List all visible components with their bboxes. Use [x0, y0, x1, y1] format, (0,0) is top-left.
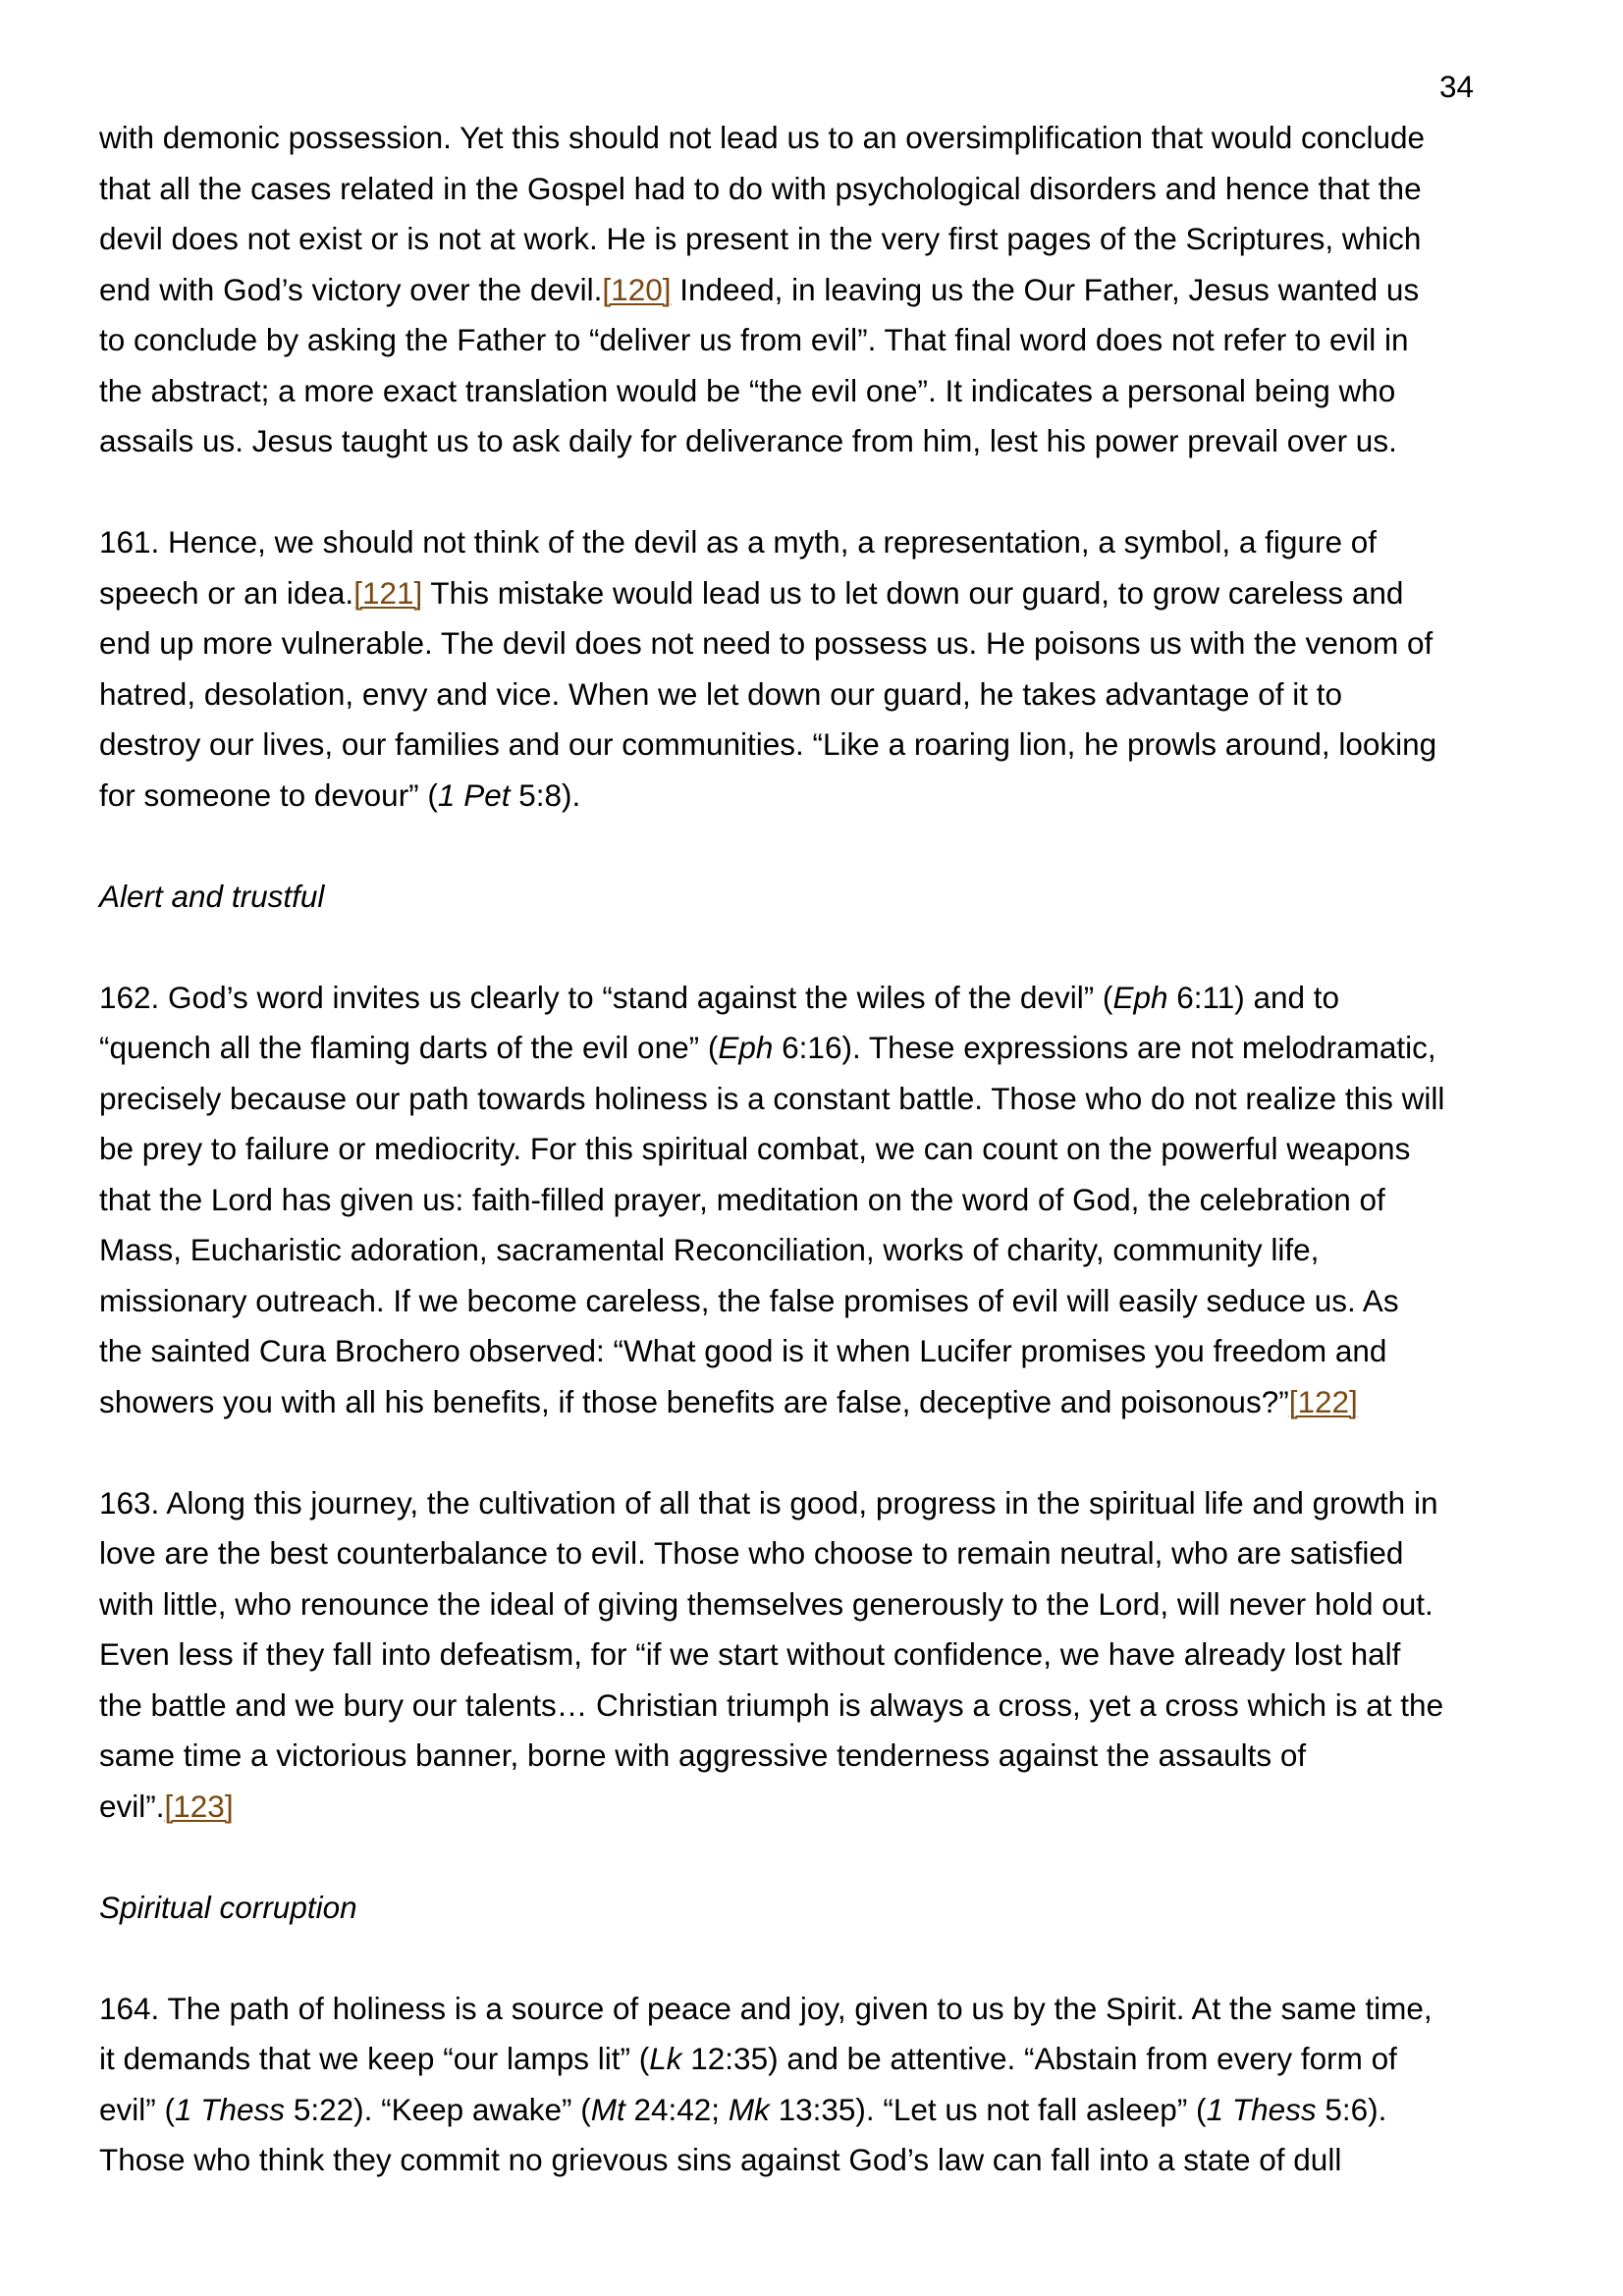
text-run: hatred, desolation, envy and vice. When we let down our guard, he takes advantage of it to — [99, 675, 1343, 712]
text-run: with demonic possession. Yet this should not lead us to an oversimplification that would conclude — [99, 120, 1426, 155]
text-run: Mass, Eucharistic adoration, sacramental Reconciliation, works of charity, community life, — [99, 1232, 1320, 1267]
scripture-reference: Eph — [718, 1030, 774, 1065]
text-run: 6:16). These expressions are not melodramatic, — [773, 1030, 1436, 1065]
footnote-link[interactable]: [122] — [1288, 1383, 1358, 1419]
paragraph-spacer — [99, 821, 1572, 872]
paragraph-spacer — [99, 1933, 1572, 1984]
text-run: evil”. — [99, 1788, 165, 1824]
text-run: 162. God’s word invites us clearly to “stand against the wiles of the devil” ( — [99, 979, 1113, 1015]
text-run: 6:11) and to — [1167, 979, 1340, 1015]
text-line — [99, 1326, 1572, 1377]
text-line — [99, 2135, 1572, 2186]
text-run: that the Lord has given us: faith-filled prayer, meditation on the word of God, the celebration of — [99, 1181, 1385, 1217]
text-run: 5:6). — [1316, 2091, 1387, 2127]
section-heading-spiritual-corruption: Spiritual corruption — [99, 1889, 357, 1925]
page-number: 34 — [1439, 69, 1475, 104]
text-run: the battle and we bury our talents… Christian triumph is always a cross, yet a cross which is at the — [99, 1686, 1444, 1723]
footnote-link[interactable]: [123] — [164, 1788, 234, 1824]
text-line — [99, 1984, 1572, 2035]
text-line — [99, 720, 1572, 771]
paragraph-p163 — [99, 1478, 1572, 1833]
text-line — [99, 1681, 1572, 1732]
text-line — [99, 1478, 1572, 1529]
document-body — [99, 113, 1572, 2186]
text-run: love are the best counterbalance to evil. Those who choose to remain neutral, who are satisfied — [99, 1535, 1404, 1571]
text-line — [99, 568, 1572, 619]
footnote-link[interactable]: [121] — [353, 574, 423, 611]
text-run: the abstract; a more exact translation would be “the evil one”. It indicates a personal being who — [99, 372, 1396, 408]
text-run: with little, who renounce the ideal of giving themselves generously to the Lord, will never hold out. — [99, 1585, 1434, 1622]
text-run: Even less if they fall into defeatism, for “if we start without confidence, we have already lost half — [99, 1636, 1401, 1672]
text-line — [99, 1225, 1572, 1276]
scripture-reference: Eph — [1112, 979, 1168, 1015]
text-line — [99, 1175, 1572, 1226]
text-line — [99, 1782, 1572, 1833]
text-run: showers you with all his benefits, if those benefits are false, deceptive and poisonous?” — [99, 1383, 1289, 1419]
scripture-reference: 1 Pet — [437, 776, 511, 813]
scripture-reference: 1 Thess — [1206, 2091, 1317, 2127]
text-line — [99, 315, 1572, 366]
scripture-reference: Mt — [590, 2091, 625, 2127]
text-run: 163. Along this journey, the cultivation of all that is good, progress in the spiritual life and growth in — [99, 1484, 1438, 1521]
text-run: 164. The path of holiness is a source of peace and joy, given to us by the Spirit. At the same time, — [99, 1990, 1433, 2026]
text-run: evil” ( — [99, 2091, 175, 2127]
text-line — [99, 1528, 1572, 1579]
scripture-reference: Lk — [649, 2041, 682, 2076]
text-line — [99, 366, 1572, 417]
paragraph-spacer — [99, 467, 1572, 518]
text-run: for someone to devour” ( — [99, 776, 438, 813]
text-run: speech or an idea. — [99, 574, 354, 611]
paragraph-spacer — [99, 1427, 1572, 1478]
text-run: the sainted Cura Brochero observed: “What good is it when Lucifer promises you freedom and — [99, 1333, 1387, 1368]
text-run: end with God’s victory over the devil. — [99, 271, 603, 307]
text-run: precisely because our path towards holiness is a constant battle. Those who do not realize this will — [99, 1080, 1445, 1116]
text-run: 13:35). “Let us not fall asleep” ( — [769, 2091, 1207, 2127]
text-run: 5:8). — [510, 776, 581, 813]
text-line — [99, 2034, 1572, 2085]
text-run: missionary outreach. If we become careless, the false promises of evil will easily seduce us. As — [99, 1282, 1399, 1318]
text-line — [99, 1377, 1572, 1428]
text-line — [99, 2085, 1572, 2136]
text-line — [99, 1629, 1572, 1681]
text-line — [99, 265, 1572, 316]
text-run: it demands that we keep “our lamps lit” ( — [99, 2041, 650, 2076]
paragraph-p161 — [99, 517, 1572, 821]
paragraph-spacer — [99, 922, 1572, 973]
text-run: Indeed, in leaving us the Our Father, Jesus wanted us — [671, 271, 1420, 307]
text-line — [99, 1124, 1572, 1175]
text-run: 5:22). “Keep awake” ( — [285, 2091, 591, 2127]
text-run: 161. Hence, we should not think of the devil as a myth, a representation, a symbol, a figure of — [99, 524, 1377, 560]
text-run: devil does not exist or is not at work. He is present in the very first pages of the Scriptures, which — [99, 221, 1422, 256]
paragraph-p160-cont — [99, 113, 1572, 467]
text-run: This mistake would lead us to let down our guard, to grow careless and — [422, 574, 1404, 611]
text-line — [99, 214, 1572, 265]
paragraph-spacer — [99, 1832, 1572, 1883]
text-line — [99, 669, 1572, 721]
paragraph-p162 — [99, 973, 1572, 1428]
text-line — [99, 1579, 1572, 1630]
text-run: “quench all the flaming darts of the evil one” ( — [99, 1030, 719, 1065]
text-line — [99, 416, 1572, 467]
text-line — [99, 771, 1572, 822]
text-line — [99, 1023, 1572, 1074]
text-line — [99, 517, 1572, 568]
text-line — [99, 1276, 1572, 1327]
text-line — [99, 113, 1572, 164]
text-line — [99, 618, 1572, 669]
text-run: Those who think they commit no grievous sins against God’s law can fall into a state of dull — [99, 2142, 1342, 2177]
text-run: end up more vulnerable. The devil does not need to possess us. He poisons us with the venom of — [99, 625, 1434, 661]
text-run: be prey to failure or mediocrity. For this spiritual combat, we can count on the powerful weapons — [99, 1131, 1411, 1166]
text-run: destroy our lives, our families and our communities. “Like a roaring lion, he prowls around, looking — [99, 726, 1437, 762]
text-run: to conclude by asking the Father to “deliver us from evil”. That final word does not refer to evil in — [99, 322, 1409, 357]
text-run: that all the cases related in the Gospel had to do with psychological disorders and hence that the — [99, 170, 1422, 206]
scripture-reference: Mk — [728, 2091, 770, 2127]
text-line — [99, 164, 1572, 215]
text-line — [99, 1731, 1572, 1782]
text-run: 12:35) and be attentive. “Abstain from every form of — [681, 2041, 1397, 2076]
footnote-link[interactable]: [120] — [602, 271, 672, 307]
scripture-reference: 1 Thess — [175, 2091, 286, 2127]
text-run: same time a victorious banner, borne with aggressive tenderness against the assaults of — [99, 1737, 1307, 1773]
section-heading-alert-and-trustful: Alert and trustful — [99, 878, 325, 914]
text-run: assails us. Jesus taught us to ask daily for deliverance from him, lest his power prevail over us. — [99, 423, 1397, 458]
text-line — [99, 973, 1572, 1024]
text-line — [99, 1074, 1572, 1125]
text-run: 24:42; — [624, 2091, 729, 2127]
paragraph-p164 — [99, 1984, 1572, 2186]
